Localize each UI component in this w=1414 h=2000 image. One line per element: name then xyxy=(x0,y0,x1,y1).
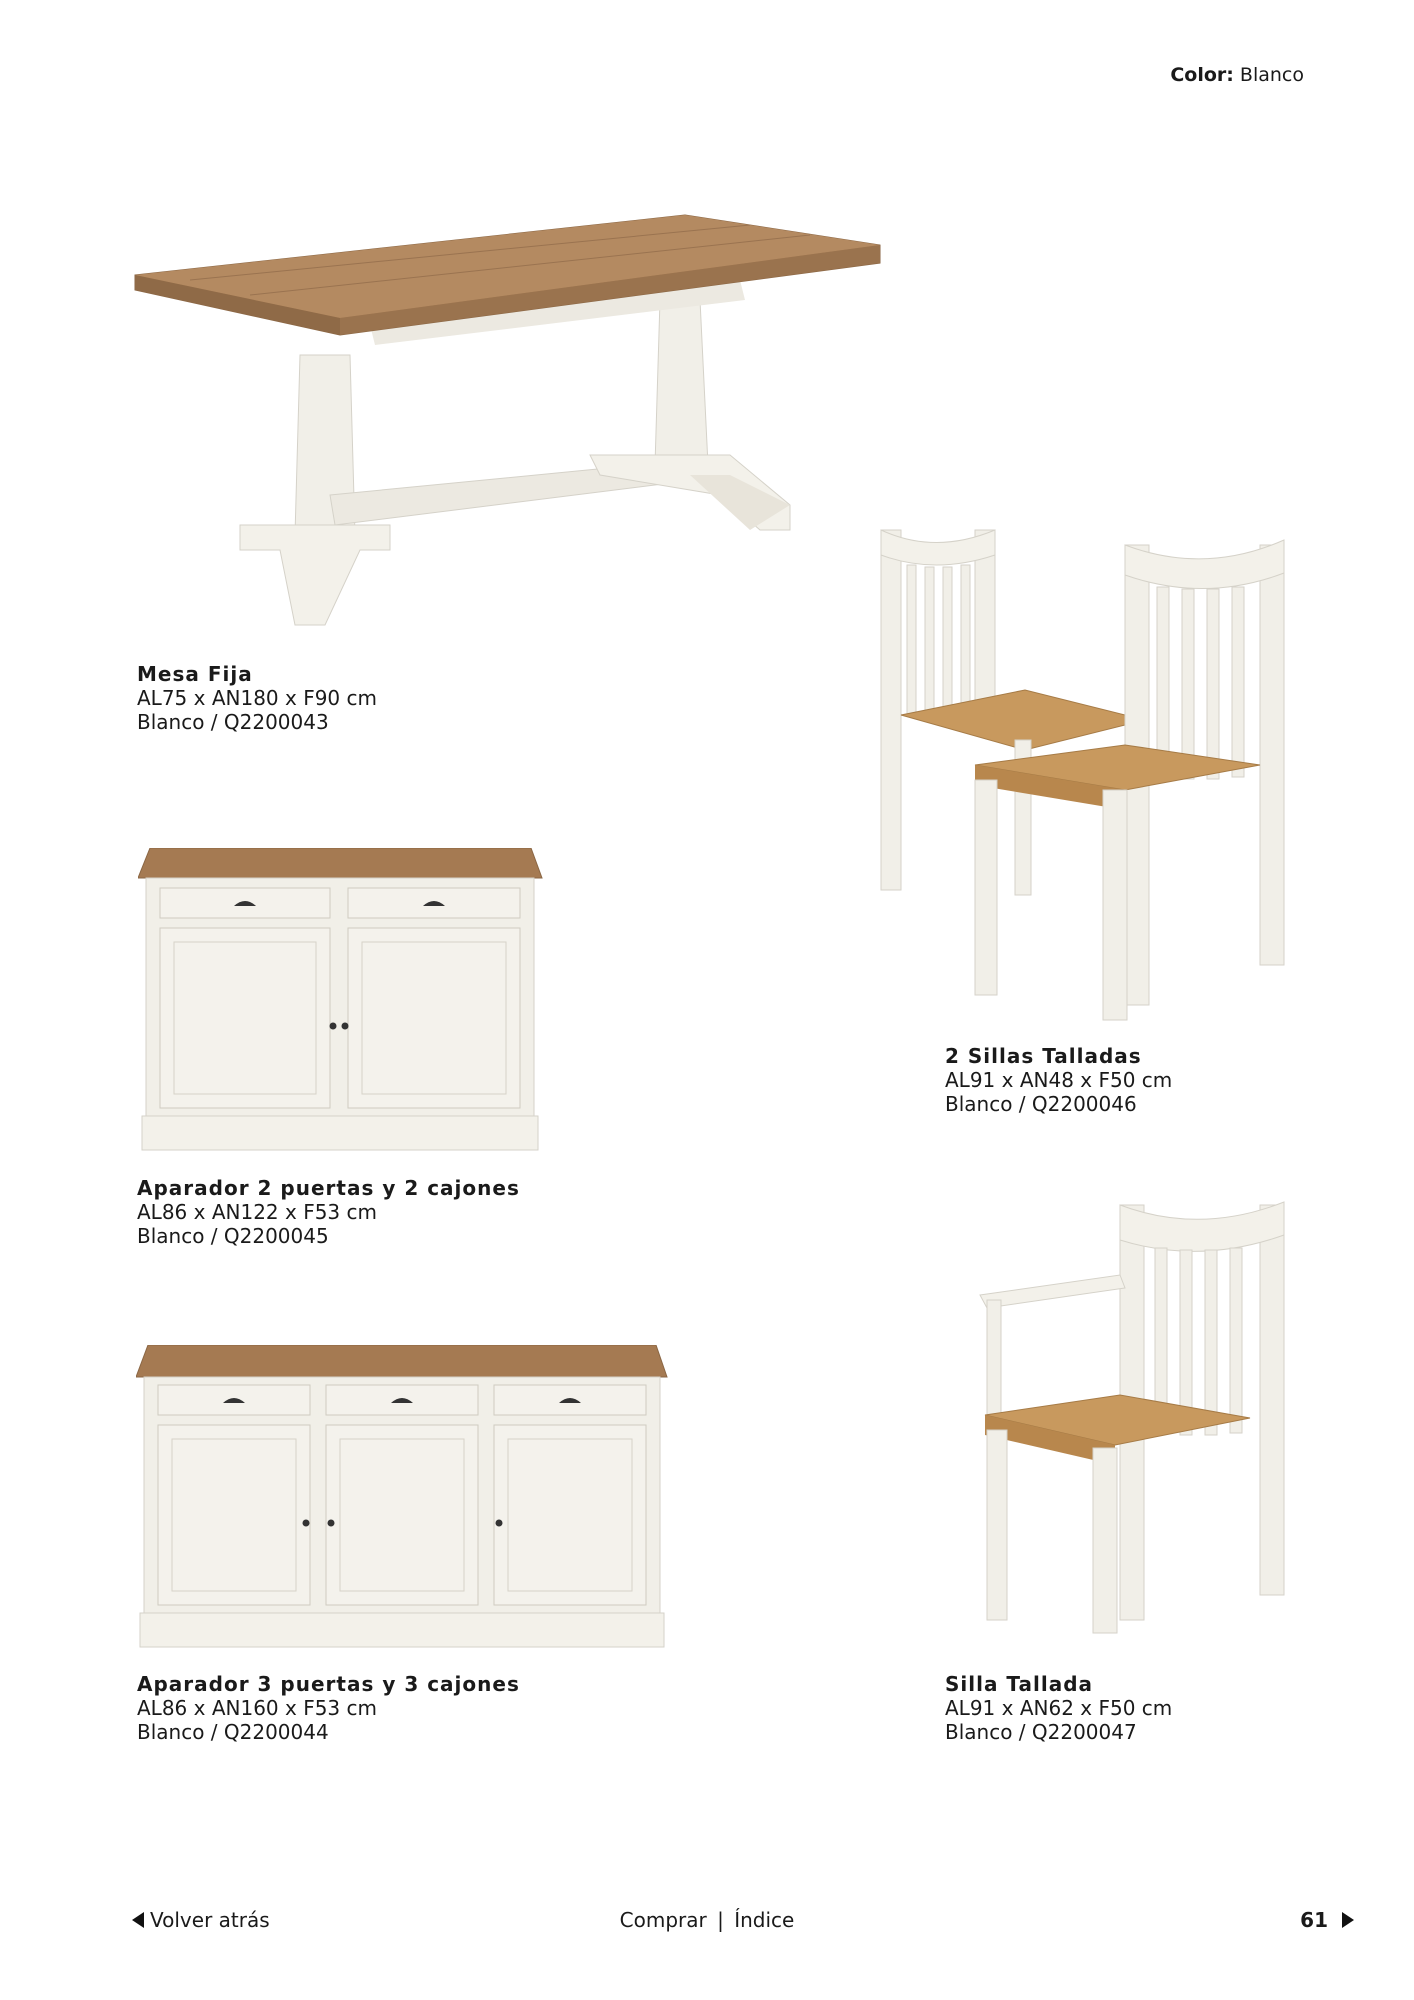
product-reference: Blanco / Q2200044 xyxy=(137,1720,329,1744)
product-dimensions: AL86 x AN160 x F53 cm xyxy=(137,1696,377,1720)
product-caption-dos-sillas xyxy=(945,1044,1172,1116)
product-dimensions: AL86 x AN122 x F53 cm xyxy=(137,1200,377,1224)
product-dimensions: AL91 x AN62 x F50 cm xyxy=(945,1696,1173,1720)
table-image xyxy=(130,205,885,645)
color-value: Blanco xyxy=(1239,64,1304,86)
product-name: Silla Tallada xyxy=(945,1672,1094,1696)
footer-separator: | xyxy=(717,1908,724,1932)
product-reference: Blanco / Q2200046 xyxy=(945,1092,1137,1116)
buy-link[interactable]: Comprar xyxy=(619,1908,707,1932)
product-reference: Blanco / Q2200047 xyxy=(945,1720,1137,1744)
product-name: 2 Sillas Talladas xyxy=(945,1044,1142,1068)
product-dimensions: AL75 x AN180 x F90 cm xyxy=(137,686,377,710)
product-dimensions: AL91 x AN48 x F50 cm xyxy=(945,1068,1173,1092)
product-caption-aparador-dos xyxy=(137,1176,520,1248)
product-caption-mesa xyxy=(137,662,377,734)
index-link[interactable]: Índice xyxy=(734,1908,795,1932)
sideboard-two-doors-image xyxy=(138,848,543,1153)
product-caption-silla-tallada xyxy=(945,1672,1172,1744)
product-reference: Blanco / Q2200043 xyxy=(137,710,329,734)
armchair-image xyxy=(975,1200,1295,1640)
color-key: Color: xyxy=(1170,64,1234,86)
page-number xyxy=(1300,1908,1354,1932)
sideboard-three-doors-image xyxy=(136,1345,668,1650)
back-label: Volver atrás xyxy=(150,1908,270,1932)
product-caption-aparador-tres xyxy=(137,1672,520,1744)
product-name: Mesa Fija xyxy=(137,662,253,686)
next-page-icon[interactable] xyxy=(1342,1912,1354,1928)
back-button[interactable] xyxy=(132,1908,270,1932)
page-number-value: 61 xyxy=(1300,1908,1328,1932)
product-name: Aparador 2 puertas y 2 cajones xyxy=(137,1176,520,1200)
product-name: Aparador 3 puertas y 3 cajones xyxy=(137,1672,520,1696)
arrow-left-icon xyxy=(132,1912,144,1928)
two-chairs-image xyxy=(875,525,1295,1030)
product-reference: Blanco / Q2200045 xyxy=(137,1224,329,1248)
color-label xyxy=(1170,64,1304,86)
